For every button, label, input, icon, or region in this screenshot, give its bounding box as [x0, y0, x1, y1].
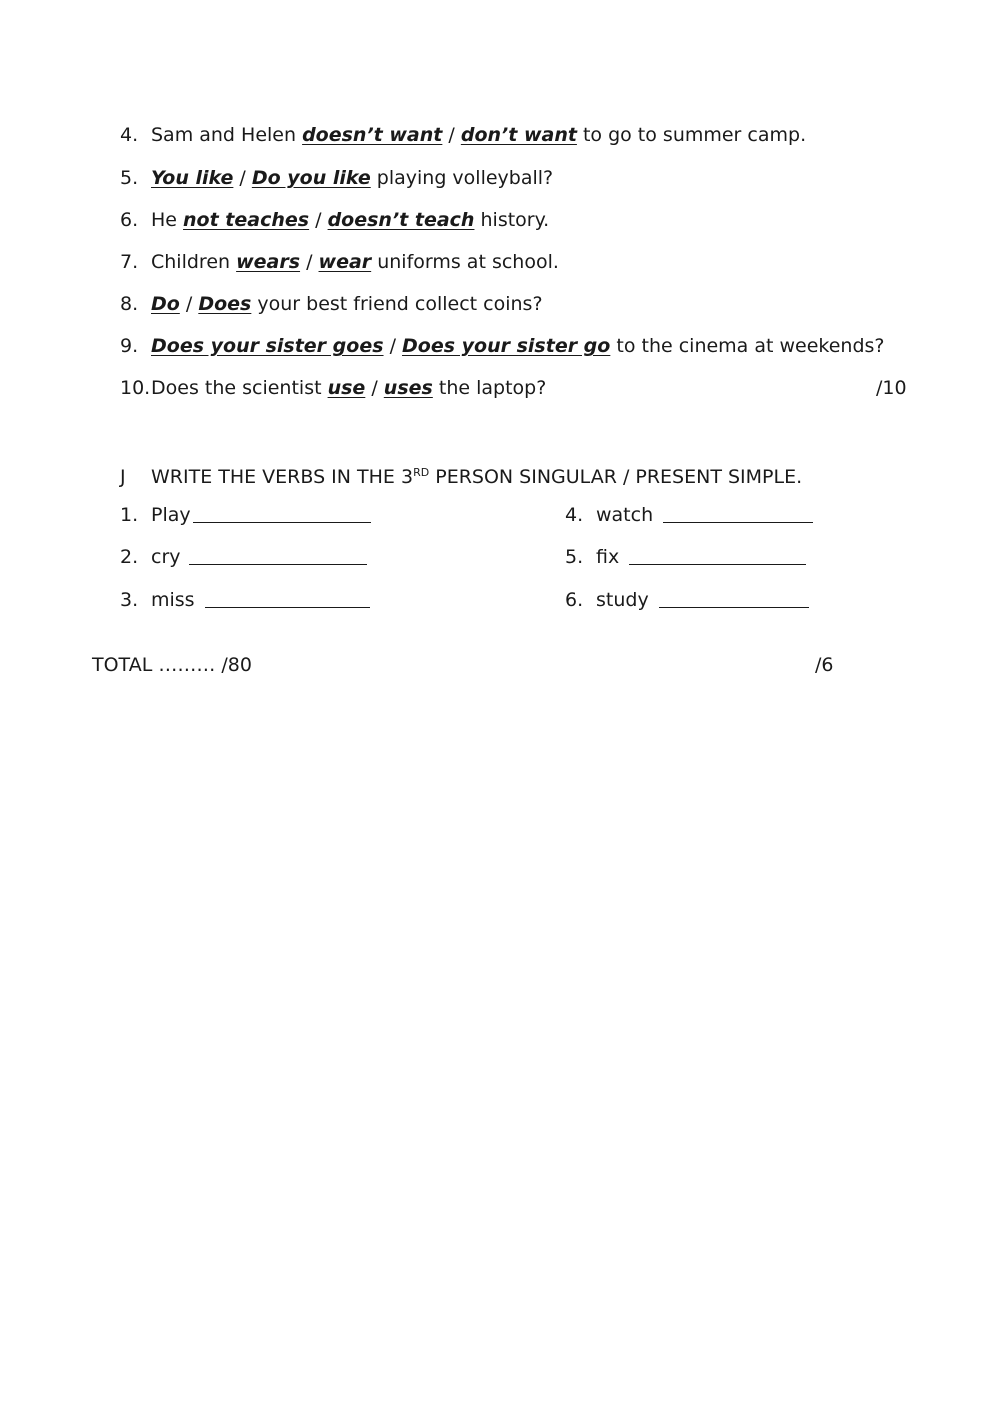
item-text-post: your best friend collect coins? [251, 293, 543, 315]
answer-blank[interactable] [663, 502, 813, 523]
verb-word: watch [596, 504, 654, 526]
total-score: TOTAL ……… /80 [92, 654, 252, 676]
heading-text: WRITE THE VERBS IN THE 3 [151, 466, 414, 488]
item-number: 1. [120, 504, 139, 526]
exercise-item-4 [120, 120, 806, 150]
option-two[interactable]: doesn’t teach [327, 209, 475, 231]
answer-blank[interactable] [205, 587, 370, 608]
option-separator: / [365, 377, 384, 399]
exercise-item-5 [120, 163, 553, 193]
verb-item-4 [565, 500, 813, 530]
item-number: 4. [565, 504, 584, 526]
option-separator: / [383, 335, 403, 357]
verb-item-1 [120, 500, 371, 530]
exercise-item-8 [120, 289, 543, 319]
answer-blank[interactable] [659, 587, 809, 608]
item-number: 7. [120, 251, 139, 273]
verb-item-3 [120, 585, 370, 615]
item-text-post: to the cinema at weekends? [610, 335, 885, 357]
item-text-post: the laptop? [432, 377, 547, 399]
verb-word: study [596, 589, 649, 611]
heading-superscript: RD [413, 466, 430, 479]
option-separator: / [442, 124, 461, 146]
item-text-post: to go to summer camp. [576, 124, 807, 146]
exercise-j-score: /6 [815, 654, 834, 676]
option-one[interactable]: doesn’t want [302, 124, 443, 146]
verb-word: cry [151, 546, 181, 568]
verb-item-5 [565, 542, 806, 572]
exercise-j-heading [120, 458, 802, 492]
option-two[interactable]: Do you like [251, 167, 371, 189]
item-number: 2. [120, 546, 139, 568]
item-number: 6. [120, 209, 139, 231]
option-two[interactable]: Does [198, 293, 252, 315]
option-two[interactable]: Does your sister go [402, 335, 611, 357]
option-separator: / [300, 251, 319, 273]
answer-blank[interactable] [629, 544, 806, 565]
answer-blank[interactable] [193, 502, 371, 523]
verb-item-6 [565, 585, 809, 615]
exercise-i-score: /10 [876, 377, 907, 399]
heading-text-post: PERSON SINGULAR / PRESENT SIMPLE. [429, 466, 803, 488]
item-number: 4. [120, 124, 139, 146]
exercise-item-9 [120, 331, 885, 361]
verb-word: fix [596, 546, 620, 568]
item-text-pre: Sam and Helen [151, 124, 303, 146]
item-text-post: uniforms at school. [371, 251, 559, 273]
exercise-item-10 [120, 373, 546, 403]
verb-word: Play [151, 504, 191, 526]
option-one[interactable]: Does your sister goes [151, 335, 384, 357]
item-number: 5. [120, 167, 139, 189]
option-separator: / [179, 293, 199, 315]
verb-item-2 [120, 542, 367, 572]
item-number: 9. [120, 335, 139, 357]
item-number: 6. [565, 589, 584, 611]
item-number: 3. [120, 589, 139, 611]
option-separator: / [309, 209, 328, 231]
item-number: 10. [120, 377, 151, 399]
item-text-pre: Does the scientist [151, 377, 328, 399]
section-letter: J [120, 466, 126, 488]
option-one[interactable]: use [327, 377, 366, 399]
option-one[interactable]: Do [151, 293, 180, 315]
option-one[interactable]: You like [151, 167, 234, 189]
item-text-pre: He [151, 209, 184, 231]
option-one[interactable]: wears [236, 251, 301, 273]
exercise-item-6 [120, 205, 549, 235]
option-separator: / [233, 167, 252, 189]
item-text-pre: Children [151, 251, 237, 273]
option-two[interactable]: uses [383, 377, 433, 399]
verb-word: miss [151, 589, 195, 611]
exercise-item-7 [120, 247, 559, 277]
answer-blank[interactable] [189, 544, 367, 565]
option-one[interactable]: not teaches [183, 209, 310, 231]
item-text-post: history. [474, 209, 550, 231]
item-text-post: playing volleyball? [370, 167, 554, 189]
option-two[interactable]: don’t want [460, 124, 577, 146]
option-two[interactable]: wear [318, 251, 372, 273]
item-number: 8. [120, 293, 139, 315]
item-number: 5. [565, 546, 584, 568]
